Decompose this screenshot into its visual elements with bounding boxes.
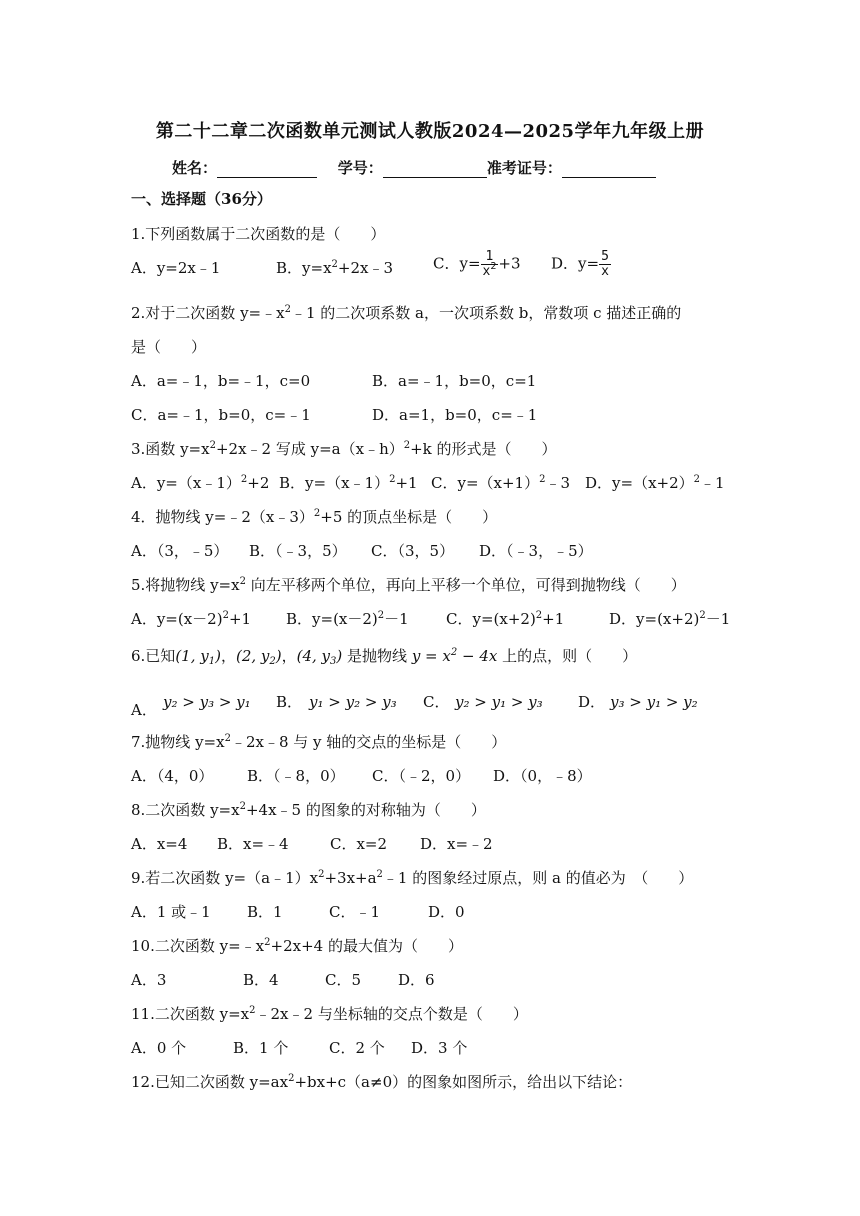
question-8-stem: 8.二次函数 $y=x^2+4x﹣5$ 的图象的对称轴为（ ） [131,801,486,819]
option-a: A．$y=(x-2)^2+1$ [131,610,252,628]
option-a: A．3 [131,971,167,989]
option-d-label: D． [578,693,606,711]
option-c-label: C． [423,693,450,711]
option-d: y₃ > y₁ > y₂ [610,693,698,711]
question-2-stem: 2.对于二次函数 $y=﹣x^2﹣1$ 的二次项系数 a，一次项系数 b，常数项 c 描述正确的 [131,304,682,322]
point-2: (2, $y_2$) [235,647,282,667]
option-a: A．1 或﹣1 [131,903,211,921]
option-a: A．（4，0） [131,767,214,785]
option-a: A．（3，﹣5） [131,542,229,560]
option-c: C．（3，5） [371,542,455,560]
option-b: B．y=（x﹣1）$^2$+1 [279,474,418,492]
student-id-label: 学号： [337,159,383,177]
question-9-stem: 9.若二次函数 $y=(a﹣1)x^2+3x+a^2﹣1$ 的图象经过原点，则 a 的值必为 （ ） [131,869,694,887]
option-d: D．x=﹣2 [420,835,493,853]
question-9-options [131,902,731,922]
option-b: B．4 [243,971,279,989]
student-id-blank [383,161,487,178]
option-b: B．（﹣8，0） [247,767,345,785]
student-info-line [172,157,672,178]
option-d: D．（0，﹣8） [493,767,592,785]
point-1: (1, $y_1$) [175,647,221,667]
question-3-options [131,473,731,493]
option-c: C．y= $\frac{1}{x^2}$ +3 [433,249,521,279]
question-7-stem: 7.抛物线 $y=x^2﹣2x﹣8$ 与 y 轴的交点的坐标是（ ） [131,733,507,751]
option-a: A．a=﹣1，b=﹣1，c=0 [131,372,311,390]
option-a-label: A． [131,701,157,719]
question-2-options-row1 [131,371,731,391]
option-b: B．（﹣3，5） [249,542,347,560]
option-d: D．$y=(x+2)^2-1$ [609,610,731,628]
question-3-stem: 3.函数 $y=x^2+2x﹣2$ 写成 y=a（x﹣h）$^2$+k 的形式是（ ） [131,440,557,458]
option-d: D．0 [428,903,465,921]
option-d: D．y= $\frac{5}{x}$ [551,249,609,279]
question-2-options-row2 [131,405,731,425]
question-2-stem-cont: 是（ ） [131,338,207,356]
question-5-options [131,609,731,629]
question-7-options [131,766,731,786]
parabola-equation: $y = x^2 - 4x$ [411,647,498,665]
question-10-stem: 10.二次函数 $y=﹣x^2+2x+4$ 的最大值为（ ） [131,937,463,955]
option-c: C．5 [325,971,362,989]
section-heading: 一、选择题（36分） [131,190,272,208]
option-d: D．6 [398,971,435,989]
question-11-options [131,1038,731,1058]
option-c: C．（﹣2，0） [372,767,471,785]
question-12-stem: 12.已知二次函数 $y=ax^2+bx+c(a\ne 0)$的图象如图所示，给出以下结论： [131,1073,633,1091]
name-label: 姓名： [172,159,218,177]
option-c: C．2 个 [329,1039,385,1057]
option-d: D．$y=(x+2)^2﹣1$ [585,474,725,492]
option-b: B．$y=x^2+2x﹣3$ [276,259,394,277]
question-6-stem: 6.已知(1, $y_1$)，(2, $y_2$)，(4, $y_3$) 是抛物线 $y = x^2 - 4x$ 上的点，则（ ） [131,647,638,667]
fraction-1-over-x2: $\frac{1}{x^2}$ [482,249,497,279]
option-b: y₁ > y₂ > y₃ [309,693,397,711]
point-3: (4, $y_3$) [296,647,343,667]
question-5-stem: 5.将抛物线 $y=x^2$ 向左平移两个单位，再向上平移一个单位，可得到抛物线（ ） [131,576,686,594]
option-c: C．$y=(x+1)^2﹣3$ [431,474,571,492]
option-a: A．y=2x﹣1 [131,259,221,277]
option-d: D．（﹣3，﹣5） [479,542,593,560]
fraction-5-over-x: $\frac{5}{x}$ [601,249,609,279]
option-a: A．x=4 [131,835,188,853]
option-d: D．a=1，b=0，c=﹣1 [372,406,538,424]
page-title: 第二十二章二次函数单元测试人教版2024—2025学年九年级上册 [155,121,705,142]
option-d: D．3 个 [411,1039,468,1057]
question-10-options [131,970,731,990]
option-c: C．a=﹣1，b=0，c=﹣1 [131,406,311,424]
option-a: A．y=（x﹣1）$^2$+2 [131,474,270,492]
option-c: C．x=2 [330,835,388,853]
option-c: C．$y=(x+2)^2+1$ [446,610,565,628]
option-b: B．1 [247,903,283,921]
name-blank [217,161,317,178]
option-c: C．﹣1 [329,903,381,921]
question-4-stem: 4．抛物线 y=﹣2（x﹣3）$^2$+5 的顶点坐标是（ ） [131,508,498,526]
option-a: y₂ > y₃ > y₁ [163,693,251,711]
option-c: y₂ > y₁ > y₃ [455,693,543,711]
option-b-label: B． [276,693,303,711]
option-a: A．0 个 [131,1039,187,1057]
option-b: B．1 个 [233,1039,289,1057]
question-11-stem: 11.二次函数 $y=x^2﹣2x﹣2$ 与坐标轴的交点个数是（ ） [131,1005,528,1023]
question-8-options [131,834,731,854]
option-b: B．$y=(x-2)^2-1$ [286,610,409,628]
exam-number-label: 准考证号： [486,159,562,177]
option-b: B．x=﹣4 [217,835,289,853]
exam-number-blank [562,161,656,178]
question-6-options [131,692,731,718]
question-1-stem: 1.下列函数属于二次函数的是（ ） [131,225,386,243]
question-4-options [131,541,731,561]
option-b: B．a=﹣1，b=0，c=1 [372,372,537,390]
